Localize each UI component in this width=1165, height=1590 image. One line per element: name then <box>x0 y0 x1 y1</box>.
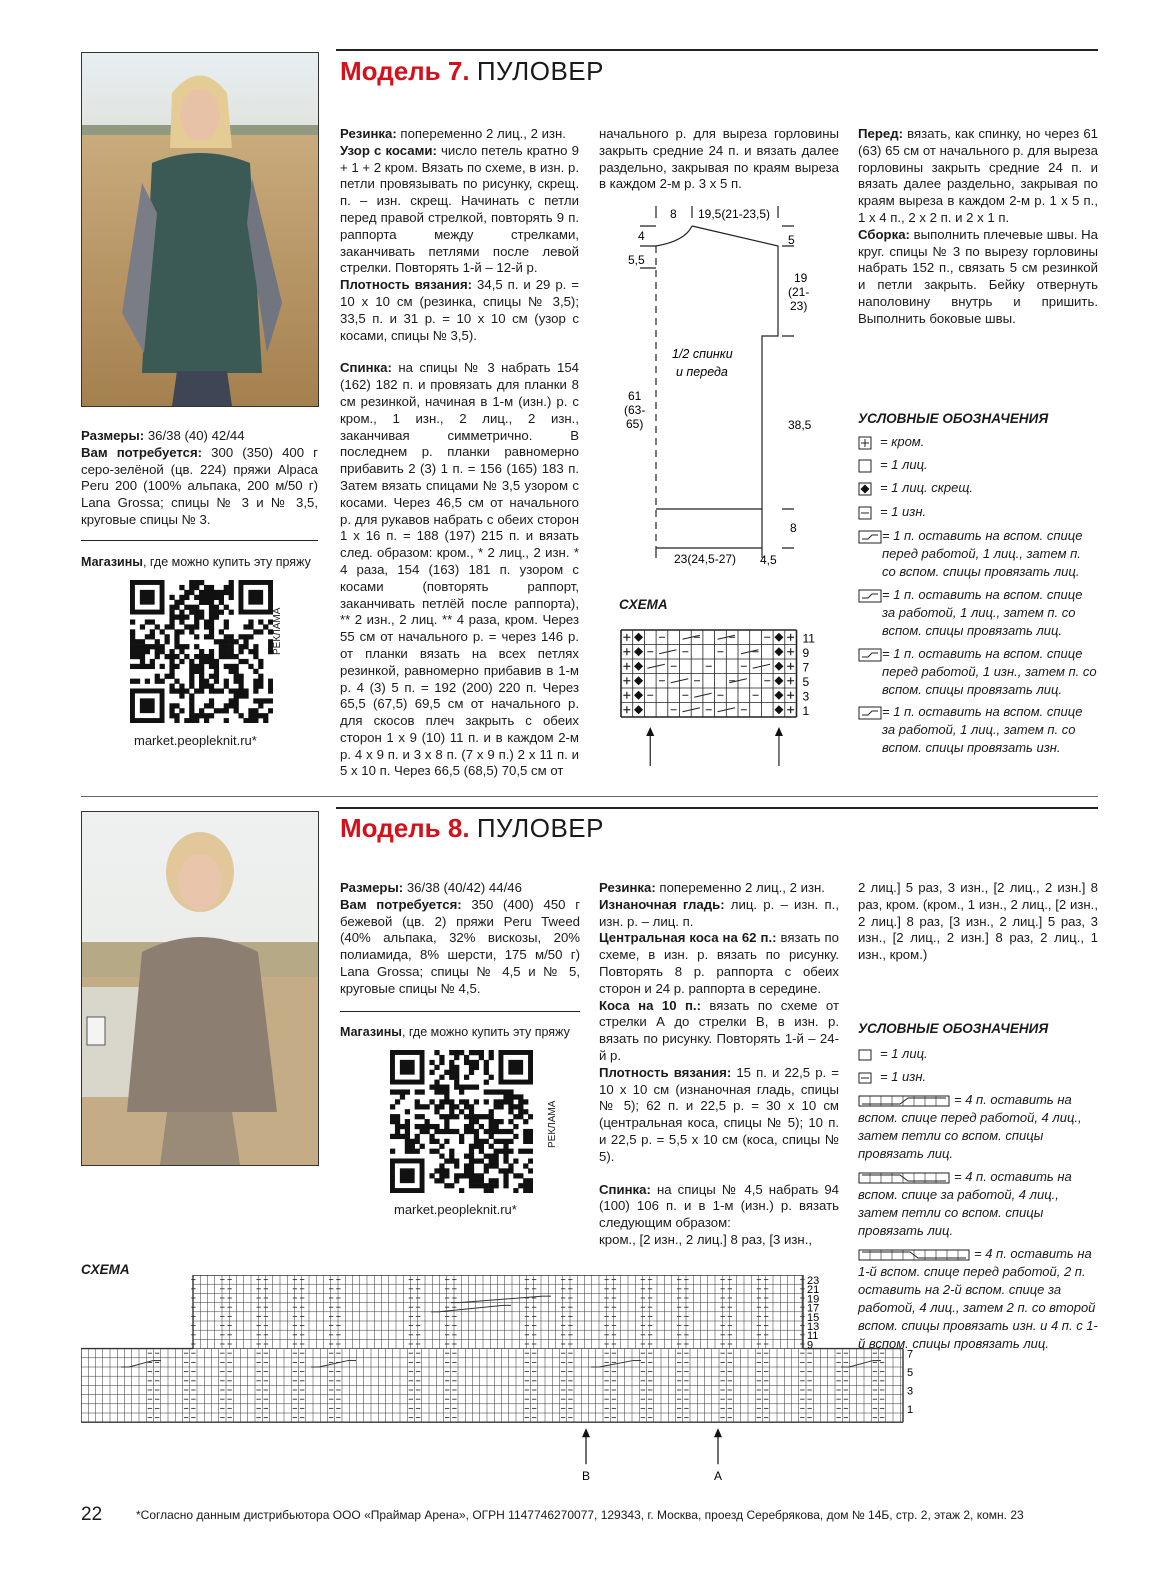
diagram-label: (63- <box>624 403 646 417</box>
legend-empty-icon <box>858 1048 872 1062</box>
model8-shops-rule <box>340 1011 580 1012</box>
model7-market-link[interactable]: market.peopleknit.ru* <box>134 733 257 748</box>
text-paragraph: Резинка: попеременно 2 лиц., 2 изн. <box>340 126 566 141</box>
model7-title-number: Модель 7. <box>340 56 470 86</box>
model7-text-col1 <box>340 126 579 780</box>
diagram-label: 38,5 <box>788 418 812 432</box>
legend-text: = 4 п. оставить на вспом. спице перед работой, 4 лиц., затем петли со вспом. спицы провязать лиц. <box>858 1092 1082 1161</box>
legend-text: = 1 п. оставить на вспом. спице перед работой, 1 изн., затем п. со вспом. спицы провязать лиц. <box>882 646 1097 697</box>
chart-row-number: 9 <box>807 1339 814 1352</box>
model8-shops-text: Магазины, где можно купить эту пряжу <box>340 1025 570 1039</box>
legend-cross4-icon <box>858 706 882 720</box>
legend-cross3-icon <box>858 648 882 662</box>
model7-scheme-label: СХЕМА <box>619 597 668 612</box>
text-paragraph: Вам потребуется: 350 (400) 450 г бежевой (цв. 2) пряжи Peru Tweed (40% альпака, 32% вискозы, 20% полиамида, 8% шерсти, 175 м/50 г) Lana Grossa; спицы № 4,5 и № 5, круговые спицы № 4,5. <box>340 896 581 996</box>
text-paragraph: Спинка: на спицы № 3 набрать 154 (162) 182 п. и провязать для планки 8 см резинкой, начиная в 1-м (изн.) р. с кром., 1 изн., 2 лиц., 2 изн., заканчивая симметрично. В последнем р. планки равномерно прибавить 2 (3) 1 п. = 156 (165) 183 п. Затем вязать спицами № 3,5 узором с косами. Через 46,5 см от начального р. для рукавов набрать с обеих сторон 1 х 16 п. = 188 (197) 215 п. и вязать след. образом: кром., * 2 лиц., 2 изн. * 4 раза, 154 (163) 181 п. узором с косами (повторять раппорт, заканчивать петлёй после раппорта), ** 2 изн., 2 лиц. ** 4 раза, кром. Через 55 см от начального р. = через 146 р. от планки вязать на всех петлях резинкой, равномерно прибавив в 1-м р. 4 (3) 5 п. = 192 (200) 220 п. Через 65,5 (67,5) 69,5 см от начального р. для скосов плеч закрыть с обеих сторон 1 х 9 (10) 11 п. и в каждом 2-м р. 4 х 9 п. и 3 х 8 п. (7 х 9 п.) 2 х 11 п. и 5 х 10 п. Через 66,5 (68,5) 70,5 см от <box>340 360 579 779</box>
model7-ad-label: РЕКЛАМА <box>272 607 283 655</box>
chart-arrow-icon <box>582 1428 590 1437</box>
chart-row-number: 13 <box>807 1321 820 1333</box>
text-paragraph: Перед: вязать, как спинку, но через 61 (63) 65 см от начального р. для выреза горловины закрыть средние 24 п. и вязать далее раздельно, закрывая по краям выреза в каждом 2-м р. 1 х 5 п., 1 х 4 п., 2 х 2 п. и 2 х 1 п. <box>858 126 1098 225</box>
page-number: 22 <box>81 1504 103 1525</box>
legend-text: = кром. <box>880 434 925 449</box>
diagram-label: 4 <box>638 229 645 243</box>
model7-title-name: ПУЛОВЕР <box>476 56 604 86</box>
diagram-label: и переда <box>676 365 728 379</box>
chart-row-number: 3 <box>907 1385 914 1398</box>
diagram-label: 8 <box>790 521 797 535</box>
model8-ad-label: РЕКЛАМА <box>547 1100 558 1148</box>
model7-title-rule <box>336 49 1098 51</box>
model8-qr-code[interactable] <box>390 1050 533 1193</box>
model7-title <box>340 56 604 86</box>
chart-row-number: 3 <box>802 689 810 704</box>
model8-text-col1 <box>340 880 580 998</box>
model7-text-col2: начального р. для выреза горловины закрыть средние 24 п. и вязать далее раздельно, закрывая по краям выреза в каждом 2-м р. 3 х 5 п. <box>599 126 839 192</box>
model7-text-col3 <box>858 126 1098 328</box>
model7-legend-title: УСЛОВНЫЕ ОБОЗНАЧЕНИЯ <box>858 411 1049 426</box>
qr-code-image[interactable] <box>390 1050 533 1193</box>
text-paragraph: Резинка: попеременно 2 лиц., 2 изн. <box>599 880 825 895</box>
chart-arrow-icon <box>714 1428 722 1437</box>
text-paragraph: кром., [2 изн., 2 лиц.] 8 раз, [3 изн., <box>599 1231 813 1247</box>
diagram-label: 1/2 спинки <box>672 347 733 361</box>
model7-materials: Размеры: 36/38 (40) 42/44 Вам потребуется: 300 (350) 400 г серо-зелёной (цв. 224) пряжи Alpaca Peru 200 (100% альпака, 200 м/50 г) Lana Grossa; спицы № 3 и № 3,5, круговые спицы № 3. <box>81 428 318 527</box>
chart-row-number: 11 <box>807 1330 819 1343</box>
chart-row-number: 15 <box>807 1311 820 1324</box>
chart-row-number: 21 <box>807 1284 820 1297</box>
model8-market-link[interactable]: market.peopleknit.ru* <box>394 1202 517 1217</box>
legend-text: = 4 п. оставить на 1-й вспом. спице перед работой, 2 п. оставить на 2-й вспом. спице за работой, 4 лиц., затем 2 п. со второй вспом. спицы провязать изн. и 4 п. с 1-й вспом. спицы провязать лиц. <box>858 1246 1098 1351</box>
footnote: *Согласно данным дистрибьютора ООО «Праймар Арена», ОГРН 1147746270077, 129343, г. Москва, проезд Серебрякова, дом № 14Б, стр. 2, этаж 2, комн. 23 <box>136 1508 1024 1522</box>
legend-diamond-icon <box>858 482 872 496</box>
model8-text-col3: 2 лиц.] 5 раз, 3 изн., [2 лиц., 2 изн.] 8 раз, кром. (кром., 1 изн., 2 лиц., [2 изн., 2 лиц.] 8 раз, [3 изн., 2 лиц.] 5 раз, 3 изн., [2 лиц., 2 изн.] 8 раз, 2 лиц., 1 изн., кром.) <box>858 880 1098 963</box>
legend-text: = 1 п. оставить на вспом. спице за работой, 1 лиц., затем п. со вспом. спицы провязать изн. <box>882 704 1083 755</box>
diagram-label: 23) <box>790 299 808 313</box>
chart-row-number: 7 <box>907 1348 914 1361</box>
chart-row-number: 5 <box>802 675 810 689</box>
text-paragraph: Коса на 10 п.: вязать по схеме от стрелки А до стрелки В, в изн. р. вязать по рисунку. Повторять 1-й – 24-й р. <box>599 997 839 1063</box>
chart-row-number: 7 <box>802 660 810 675</box>
text-paragraph: Плотность вязания: 15 п. и 22,5 р. = 10 х 10 см (изнаночная гладь, спицы № 5); 62 п. и 22,5 р. = 30 х 10 см (центральная коса, спицы № 5); 10 п. и 22,5 р. = 5,5 х 10 см (коса, спицы № 5). <box>599 1064 839 1164</box>
diagram-label: 65) <box>626 417 644 431</box>
text-paragraph: Плотность вязания: 34,5 п. и 29 р. = 10 х 10 см (резинка, спицы № 3,5); 33,5 п. и 31 р. = 10 х 10 см (узор с косами, спицы № 3,5). <box>340 277 579 343</box>
model7-shops-text: Магазины, где можно купить эту пряжу <box>81 555 311 569</box>
model7-qr-code[interactable] <box>130 580 273 723</box>
chart-row-number: 1 <box>907 1403 914 1416</box>
qr-code-image[interactable] <box>130 580 273 723</box>
model7-photo <box>81 52 319 407</box>
legend-minus-icon <box>858 1071 872 1085</box>
chart-row-number: 5 <box>907 1367 914 1379</box>
model8-photo-image <box>82 812 318 1165</box>
model8-text-col2 <box>599 880 839 1249</box>
chart-arrow-icon <box>646 727 654 736</box>
diagram-label: 5,5 <box>628 253 645 267</box>
legend-plus-icon <box>858 436 872 450</box>
chart-arrow-label: A <box>714 1469 723 1484</box>
legend-text: = 4 п. оставить на вспом. спице за работой, 4 лиц., затем петли со вспом. спицы провязать лиц. <box>858 1169 1072 1238</box>
model7-garment-diagram <box>600 196 840 572</box>
chart-row-number: 19 <box>807 1293 820 1306</box>
model8-title-number: Модель 8. <box>340 813 470 843</box>
diagram-label: 19,5(21-23,5) <box>698 207 771 221</box>
section-divider <box>81 796 1098 797</box>
chart-row-number: 23 <box>807 1275 820 1287</box>
model8-photo <box>81 811 319 1166</box>
legend-text: = 1 изн. <box>880 1069 927 1084</box>
chart-row-number: 1 <box>802 704 810 718</box>
legend-text: = 1 лиц. <box>880 1046 928 1061</box>
chart-row-number: 9 <box>802 646 810 660</box>
diagram-label: 61 <box>628 389 642 403</box>
model7-stitch-chart <box>619 626 844 766</box>
legend-text: = 1 изн. <box>880 504 927 519</box>
model8-title-name: ПУЛОВЕР <box>476 813 604 843</box>
legend-text: = 1 лиц. <box>880 457 928 472</box>
chart-arrow-icon <box>775 727 783 736</box>
text-paragraph: Размеры: 36/38 (40/42) 44/46 <box>340 880 522 895</box>
legend-empty-icon <box>858 459 872 473</box>
legend-text: = 1 лиц. скрещ. <box>880 480 974 495</box>
legend-cross1-icon <box>858 530 882 544</box>
model8-scheme-label: СХЕМА <box>81 1262 130 1277</box>
model8-title-rule <box>336 807 1098 809</box>
chart-row-number: 17 <box>807 1302 820 1315</box>
diagram-label: 5 <box>788 233 795 247</box>
chart-row-number: 11 <box>802 631 815 646</box>
model8-title <box>340 813 604 843</box>
model8-legend-title: УСЛОВНЫЕ ОБОЗНАЧЕНИЯ <box>858 1021 1049 1036</box>
text-paragraph: Спинка: на спицы № 4,5 набрать 94 (100) 106 п. и в 1-м (изн.) р. вязать следующим образом: <box>599 1181 839 1231</box>
diagram-label: 4,5 <box>760 553 777 567</box>
legend-minus-icon <box>858 506 872 520</box>
model8-stitch-chart <box>81 1275 921 1490</box>
model7-photo-image <box>82 53 318 406</box>
text-paragraph: Узор с косами: число петель кратно 9 + 1 + 2 кром. Вязать по схеме, в изн. р. петли провязывать по рисунку, скрещ. п. – изн. скрещ. Начинать с петли перед правой стрелкой, повторять 9 п. раппорта между стрелками, заканчивать петлями после левой стрелки. Повторять 1-й – 12-й р. <box>340 142 579 276</box>
legend-text: = 1 п. оставить на вспом. спице перед работой, 1 лиц., затем п. со вспом. спицы провязать лиц. <box>882 528 1083 579</box>
text-paragraph: Изнаночная гладь: лиц. р. – изн. п., изн. р. – лиц. п. <box>599 896 839 929</box>
text-paragraph: Центральная коса на 62 п.: вязать по схеме, в изн. р. вязать по рисунку. Повторять 8 р. раппорта с обеих сторон и 24 р. раппорта в середине. <box>599 930 839 996</box>
diagram-label: 8 <box>670 207 677 221</box>
diagram-label: 19 <box>794 271 808 285</box>
legend-text: = 1 п. оставить на вспом. спице за работой, 1 лиц., затем п. со вспом. спицы провязать лиц. <box>882 587 1083 638</box>
diagram-label: (21- <box>788 285 810 299</box>
diagram-label: 23(24,5-27) <box>674 552 737 566</box>
chart-arrow-label: B <box>582 1469 591 1484</box>
model7-shops-rule <box>81 540 318 541</box>
legend-cross2-icon <box>858 589 882 603</box>
text-paragraph: Сборка: выполнить плечевые швы. На круг. спицы № 3 по вырезу горловины набрать 152 п., связать 5 см резинкой и петли закрыть. Бейку отвернуть наполовину внутрь и пришить. Выполнить боковые швы. <box>858 226 1098 326</box>
